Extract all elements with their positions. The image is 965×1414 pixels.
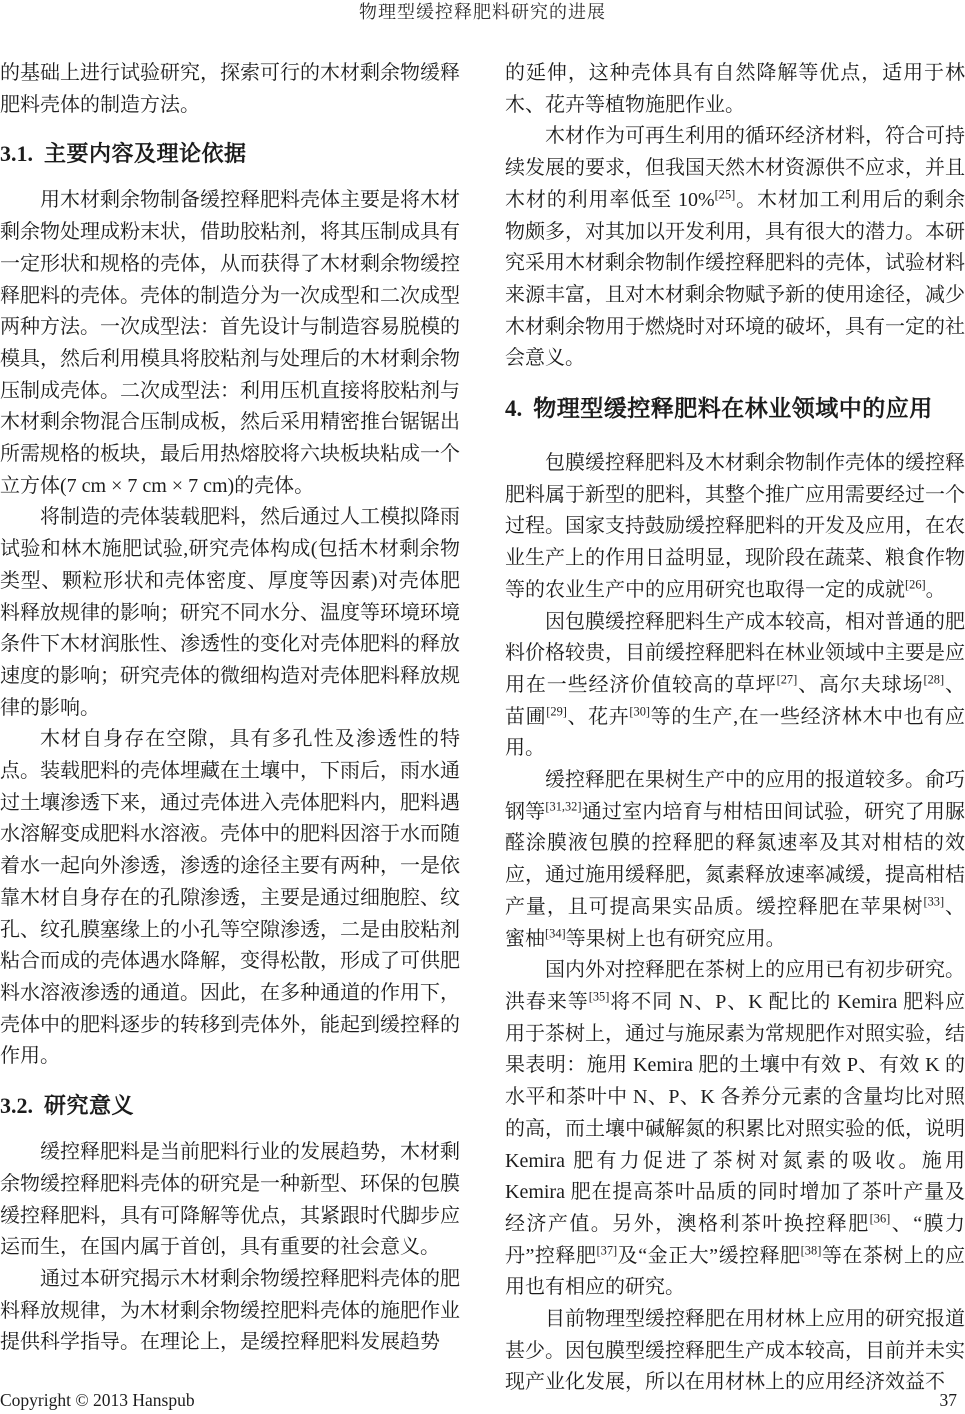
paragraph: 将制造的壳体装载肥料，然后通过人工模拟降雨试验和林木施肥试验,研究壳体构成(包括木材剩余物类型、颗粒形状和壳体密度、厚度等因素)对壳体肥料释放规律的影响；研究不同水分、温度等环境环境条件下木材润胀性、渗透性的变化对壳体肥料的释放速度的影响；研究壳体的微细构造对壳体肥料释放规律的影响。 [0, 506, 460, 719]
heading-number: 3.1. [0, 141, 33, 167]
paragraph: 的延伸，这种壳体具有自然降解等优点，适用于林木、花卉等植物施肥作业。 [505, 62, 965, 116]
page-footer [0, 1389, 965, 1411]
citation-superscript: [29] [546, 704, 567, 718]
citation-superscript: [26] [905, 577, 926, 592]
citation-superscript: [27] [776, 672, 798, 687]
section-heading [0, 139, 460, 169]
paragraph: 目前物理型缓控释肥在用材林上应用的研究报道甚少。因包膜型缓控释肥生产成本较高，目前并未实现产业化发展，所以在用材林上的应用经济效益不 [505, 1308, 965, 1394]
section-heading [0, 1091, 460, 1121]
footer-page-number: 37 [939, 1390, 957, 1410]
section-heading [505, 392, 965, 425]
citation-superscript: [33] [923, 894, 945, 909]
footer-copyright: Copyright © 2013 Hanspub [0, 1390, 195, 1410]
citation-superscript: [30] [629, 704, 651, 718]
heading-text: 物理型缓控释肥料在林业领域中的应用 [533, 395, 933, 422]
paragraph: 的基础上进行试验研究，探索可行的木材剩余物缓释肥料壳体的制造方法。 [0, 62, 460, 116]
paragraph: 国内外对控释肥在茶树上的应用已有初步研究。洪春来等[35]将不同 N、P、K 配比的 Kemira 肥料应用于茶树上，通过与施尿素为常规肥作对照实验，结果表明：施用 Kemira 肥的土壤中有效 P、有效 K 的水平和茶叶中 N、P、K 各养分元素的含量均比对照的高，而土壤中碱解氮的积累比对照实验的低，说明 Kemira 肥有力促进了茶树对氮素的吸收。施用 Kemira 肥在提高茶叶品质的同时增加了茶叶产量及经济产值。另外，澳格利茶叶换控释肥[36]、“膜力丹”控释肥[37]及“金正大”缓控释肥[38]等在茶树上的应用也有相应的研究。 [505, 959, 965, 1299]
paragraph: 缓控释肥料是当前肥料行业的发展趋势，木材剩余物缓控释肥料壳体的研究是一种新型、环保的包膜缓控释肥料，具有可降解等优点，其紧跟时代脚步应运而生，在国内属于首创，具有重要的社会意义。 [0, 1141, 460, 1259]
citation-superscript: [37] [596, 1242, 618, 1257]
citation-superscript: [36] [869, 1211, 891, 1226]
citation-superscript: [31,32] [545, 799, 582, 814]
citation-superscript: [38] [800, 1242, 822, 1257]
heading-text: 研究意义 [44, 1093, 135, 1119]
paragraph: 包膜缓控释肥料及木材剩余物制作壳体的缓控释肥料属于新型的肥料，其整个推广应用需要经过一个过程。国家支持鼓励缓控释肥料的开发及应用，在农业生产上的作用日益明显，现阶段在蔬菜、粮食作物等的农业生产中的应用研究也取得一定的成就[26]。 [505, 452, 965, 601]
heading-number: 4. [505, 396, 523, 422]
heading-number: 3.2. [0, 1093, 33, 1119]
paragraph: 通过本研究揭示木材剩余物缓控释肥料壳体的肥料释放规律，为木材剩余物缓控肥料壳体的施肥作业提供科学指导。在理论上，是缓控释肥料发展趋势 [0, 1267, 460, 1354]
paragraph: 因包膜缓控释肥料生产成本较高，相对普通的肥料价格较贵，目前缓控释肥料在林业领域中主要是应用在一些经济价值较高的草坪[27]、高尔夫球场[28]、苗圃[29]、花卉[30]等的生产,在一些经济林木中也有应用。 [505, 610, 965, 760]
citation-superscript: [28] [923, 672, 945, 687]
text-columns [0, 58, 965, 1399]
citation-superscript: [35] [588, 989, 610, 1004]
paragraph: 木材作为可再生利用的循环经济材料，符合可持续发展的要求，但我国天然木材资源供不应求，并且木材的利用率低至 10%[25]。木材加工利用后的剩余物颇多，对其加以开发利用，具有很大的潜力。本研究采用木材剩余物制作缓控释肥料的壳体，试验材料来源丰富，且对木材剩余物赋予新的使用途径，减少木材剩余物用于燃烧时对环境的破坏，具有一定的社会意义。 [505, 125, 965, 370]
right-column [505, 58, 965, 1399]
citation-superscript: [25] [714, 187, 736, 202]
paragraph: 木材自身存在空隙，具有多孔性及渗透性的特点。装载肥料的壳体埋藏在土壤中，下雨后，雨水通过土壤渗透下来，通过壳体进入壳体肥料内，肥料遇水溶解变成肥料水溶液。壳体中的肥料因溶于水而随着水一起向外渗透，渗透的途径主要有两种，一是依靠木材自身存在的孔隙渗透，主要是通过细胞腔、纹孔、纹孔膜塞缘上的小孔等空隙渗透，二是由胶粘剂粘合而成的壳体遇水降解，变得松散，形成了可供肥料水溶液渗透的通道。因此，在多种通道的作用下，壳体中的肥料逐步的转移到壳体外，能起到缓控释的作用。 [0, 728, 460, 1068]
paragraph: 缓控释肥在果树生产中的应用的报道较多。俞巧钢等[31,32]通过室内培育与柑桔田间试验，研究了用脲醛涂膜液包膜的控释肥的释氮速率及其对柑桔的效应，通过施用缓释肥，氮素释放速率减缓，提高柑桔产量，且可提高果实品质。缓控释肥在苹果树[33]、蜜柚[34]等果树上也有研究应用。 [505, 769, 965, 950]
left-column [0, 58, 460, 1399]
heading-text: 主要内容及理论依据 [44, 141, 247, 167]
citation-superscript: [34] [545, 925, 566, 940]
page-title: 物理型缓控释肥料研究的进展 [359, 2, 606, 22]
paragraph: 用木材剩余物制备缓控释肥料壳体主要是将木材剩余物处理成粉末状，借助胶粘剂，将其压制成具有一定形状和规格的壳体，从而获得了木材剩余物缓控释肥料的壳体。壳体的制造分为一次成型和二次成型两种方法。一次成型法：首先设计与制造容易脱模的模具，然后利用模具将胶粘剂与处理后的木材剩余物压制成壳体。二次成型法：利用压机直接将胶粘剂与木材剩余物混合压制成板，然后采用精密推台锯锯出所需规格的板块，最后用热熔胶将六块板块粘成一个立方体(7 cm × 7 cm × 7 cm)的壳体。 [0, 189, 460, 497]
